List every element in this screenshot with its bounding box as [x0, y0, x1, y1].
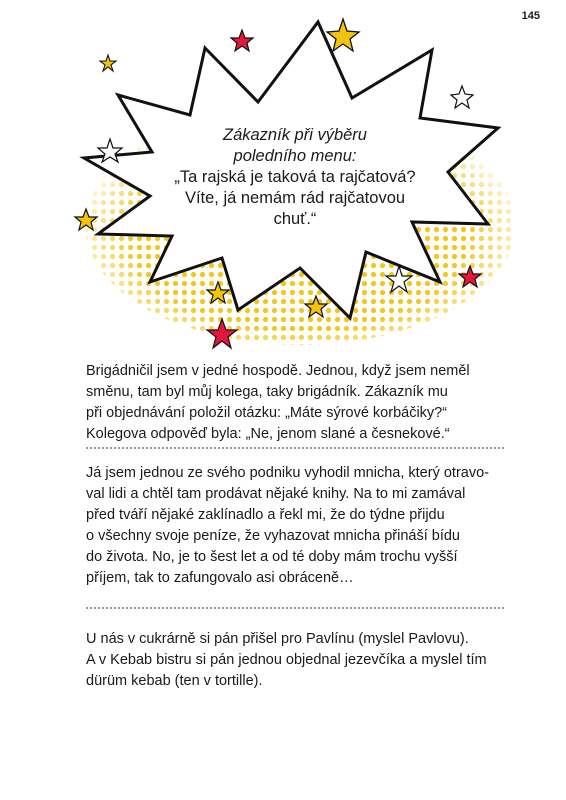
star-icon: [327, 19, 359, 51]
story-line: Já jsem jednou ze svého podniku vyhodil mnicha, který otravo-: [86, 465, 489, 481]
dotted-divider: [86, 607, 504, 609]
story-line: do života. No, je to šest let a od té doby mám trochu vyšší: [86, 549, 458, 565]
story-line: před tváří nějaké zaklínadlo a řekl mi, že do týdne přijdu: [86, 507, 445, 523]
story-line: o všechny svoje peníze, že vyhazovat mnicha přináší bídu: [86, 528, 460, 544]
customer-quote: [150, 125, 440, 230]
page-number: 145: [521, 10, 540, 22]
quote-speech-line: „Ta rajská je taková ta rajčatová?: [174, 168, 416, 186]
dotted-divider: [86, 447, 504, 449]
story-paragraph-2: [86, 463, 506, 589]
story-line: Kolegova odpověď byla: „Ne, jenom slané a česnekové.“: [86, 426, 450, 442]
story-line: Brigádničil jsem v jedné hospodě. Jednou, když jsem neměl: [86, 363, 470, 379]
story-line: dürüm kebab (ten v tortille).: [86, 673, 263, 689]
story-line: A v Kebab bistru si pán jednou objednal jezevčíka a myslel tím: [86, 652, 487, 668]
story-line: příjem, tak to zafungovalo asi obráceně…: [86, 570, 354, 586]
quote-speech-line: Víte, já nemám rád rajčatovou: [184, 189, 406, 207]
star-icon: [231, 30, 253, 51]
story-line: směnu, tam byl můj kolega, taky brigádník. Zákazník mu: [86, 384, 448, 400]
quote-speaker-line: Zákazník při výběru: [223, 126, 367, 144]
story-paragraph-1: [86, 361, 506, 445]
star-icon: [100, 55, 116, 71]
story-line: val lidi a chtěl tam prodávat nějaké knihy. Na to mi zamával: [86, 486, 466, 502]
story-line: U nás v cukrárně si pán přišel pro Pavlínu (myslel Pavlovu).: [86, 631, 469, 647]
comic-burst-illustration: [0, 0, 566, 350]
quote-speech-line: chuť.“: [273, 210, 317, 228]
story-paragraph-3: [86, 629, 506, 692]
quote-speaker-line: poledního menu:: [233, 147, 357, 165]
story-line: při objednávání položil otázku: „Máte sýrové korbáčiky?“: [86, 405, 448, 421]
